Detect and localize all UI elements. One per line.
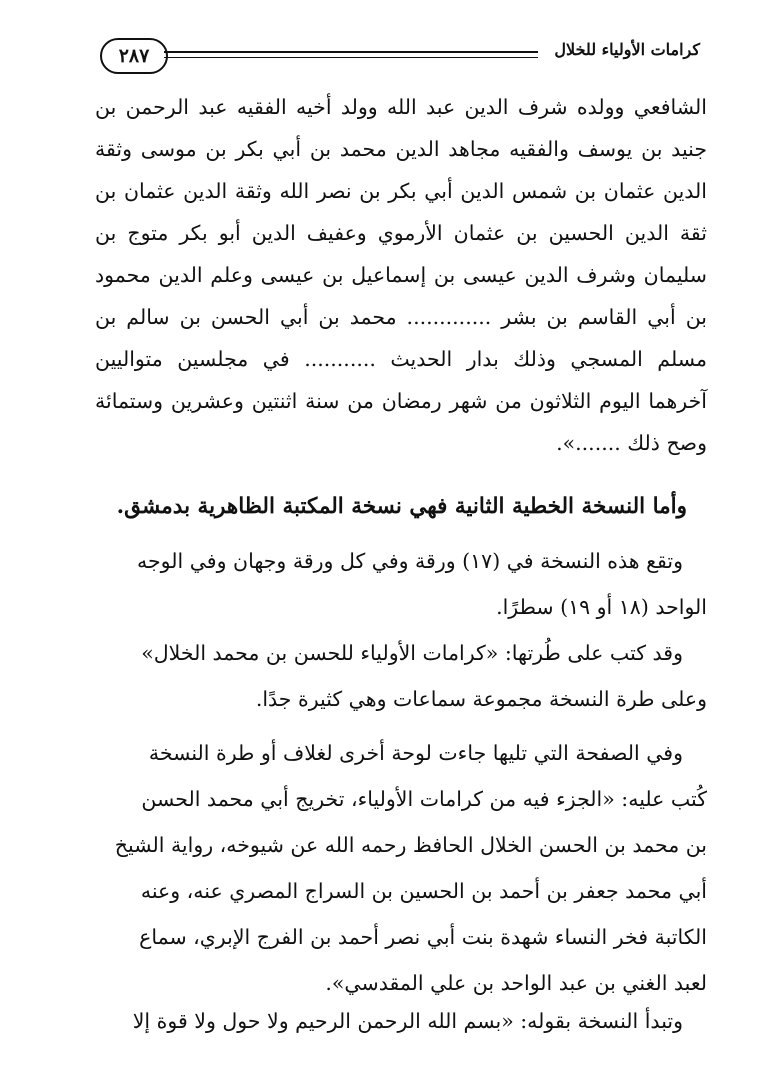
text-line: ثقة الدين الحسين بن عثمان الأرموي وعفيف الدين أبو بكر متوج بن <box>95 221 707 245</box>
text-line: آخرهما اليوم الثلاثون من شهر رمضان من سنة اثنتين وعشرين وستمائة <box>95 389 707 413</box>
text-line: وفي الصفحة التي تليها جاءت لوحة أخرى لغلاف أو طرة النسخة <box>148 741 683 765</box>
text-line: الواحد (١٨ أو ١٩) سطرًا. <box>496 595 707 619</box>
page-number: ٢٨٧ <box>100 38 168 74</box>
text-line: أبي محمد جعفر بن أحمد بن الحسين بن السراج المصري عنه، وعنه <box>140 879 707 903</box>
intro-text-block <box>95 86 707 464</box>
text-line: وصح ذلك .......». <box>556 431 707 455</box>
page-header <box>100 34 700 74</box>
text-line: الدين عثمان بن شمس الدين أبي بكر بن نصر الله وثقة الدين عثمان بن <box>95 179 707 203</box>
text-line: الشافعي وولده شرف الدين عبد الله وولد أخيه الفقيه عبد الرحمن بن <box>95 95 707 119</box>
paragraph <box>95 730 707 1006</box>
text-line: بن محمد بن الحسن الخلال الحافظ رحمه الله عن شيوخه، رواية الشيخ <box>114 833 707 857</box>
text-line: الكاتبة فخر النساء شهدة بنت أبي نصر أحمد بن الفرج الإبري، سماع <box>139 925 707 949</box>
text-line: لعبد الغني بن عبد الواحد بن علي المقدسي». <box>325 971 707 995</box>
header-rule-thin <box>164 57 538 58</box>
text-line: بن أبي القاسم بن بشر ............. محمد بن أبي الحسن بن سالم بن <box>95 305 707 329</box>
header-rule <box>164 51 538 53</box>
section-heading: وأما النسخة الخطية الثانية فهي نسخة المكتبة الظاهرية بدمشق. <box>116 494 687 519</box>
paragraph <box>95 630 707 722</box>
text-line: وتقع هذه النسخة في (١٧) ورقة وفي كل ورقة وجهان وفي الوجه <box>137 549 683 573</box>
text-line: وقد كتب على طُرتها: «كرامات الأولياء للحسن بن محمد الخلال» <box>141 641 683 665</box>
text-line: كُتب عليه: «الجزء فيه من كرامات الأولياء، تخريج أبي محمد الحسن <box>141 787 707 811</box>
running-title: كرامات الأولياء للخلال <box>554 40 700 59</box>
text-line: وعلى طرة النسخة مجموعة سماعات وهي كثيرة جدًا. <box>255 687 707 711</box>
paragraph <box>95 998 707 1044</box>
text-line: جنيد بن يوسف والفقيه مجاهد الدين محمد بن أبي بكر بن موسى وثقة <box>95 137 707 161</box>
text-line: وتبدأ النسخة بقوله: «بسم الله الرحمن الرحيم ولا حول ولا قوة إلا <box>132 1009 683 1033</box>
text-line: سليمان وشرف الدين عيسى بن إسماعيل بن عيسى وعلم الدين محمود <box>95 263 707 287</box>
paragraph <box>95 538 707 630</box>
text-line: مسلم المسجي وذلك بدار الحديث ........... في مجلسين متواليين <box>95 347 707 371</box>
